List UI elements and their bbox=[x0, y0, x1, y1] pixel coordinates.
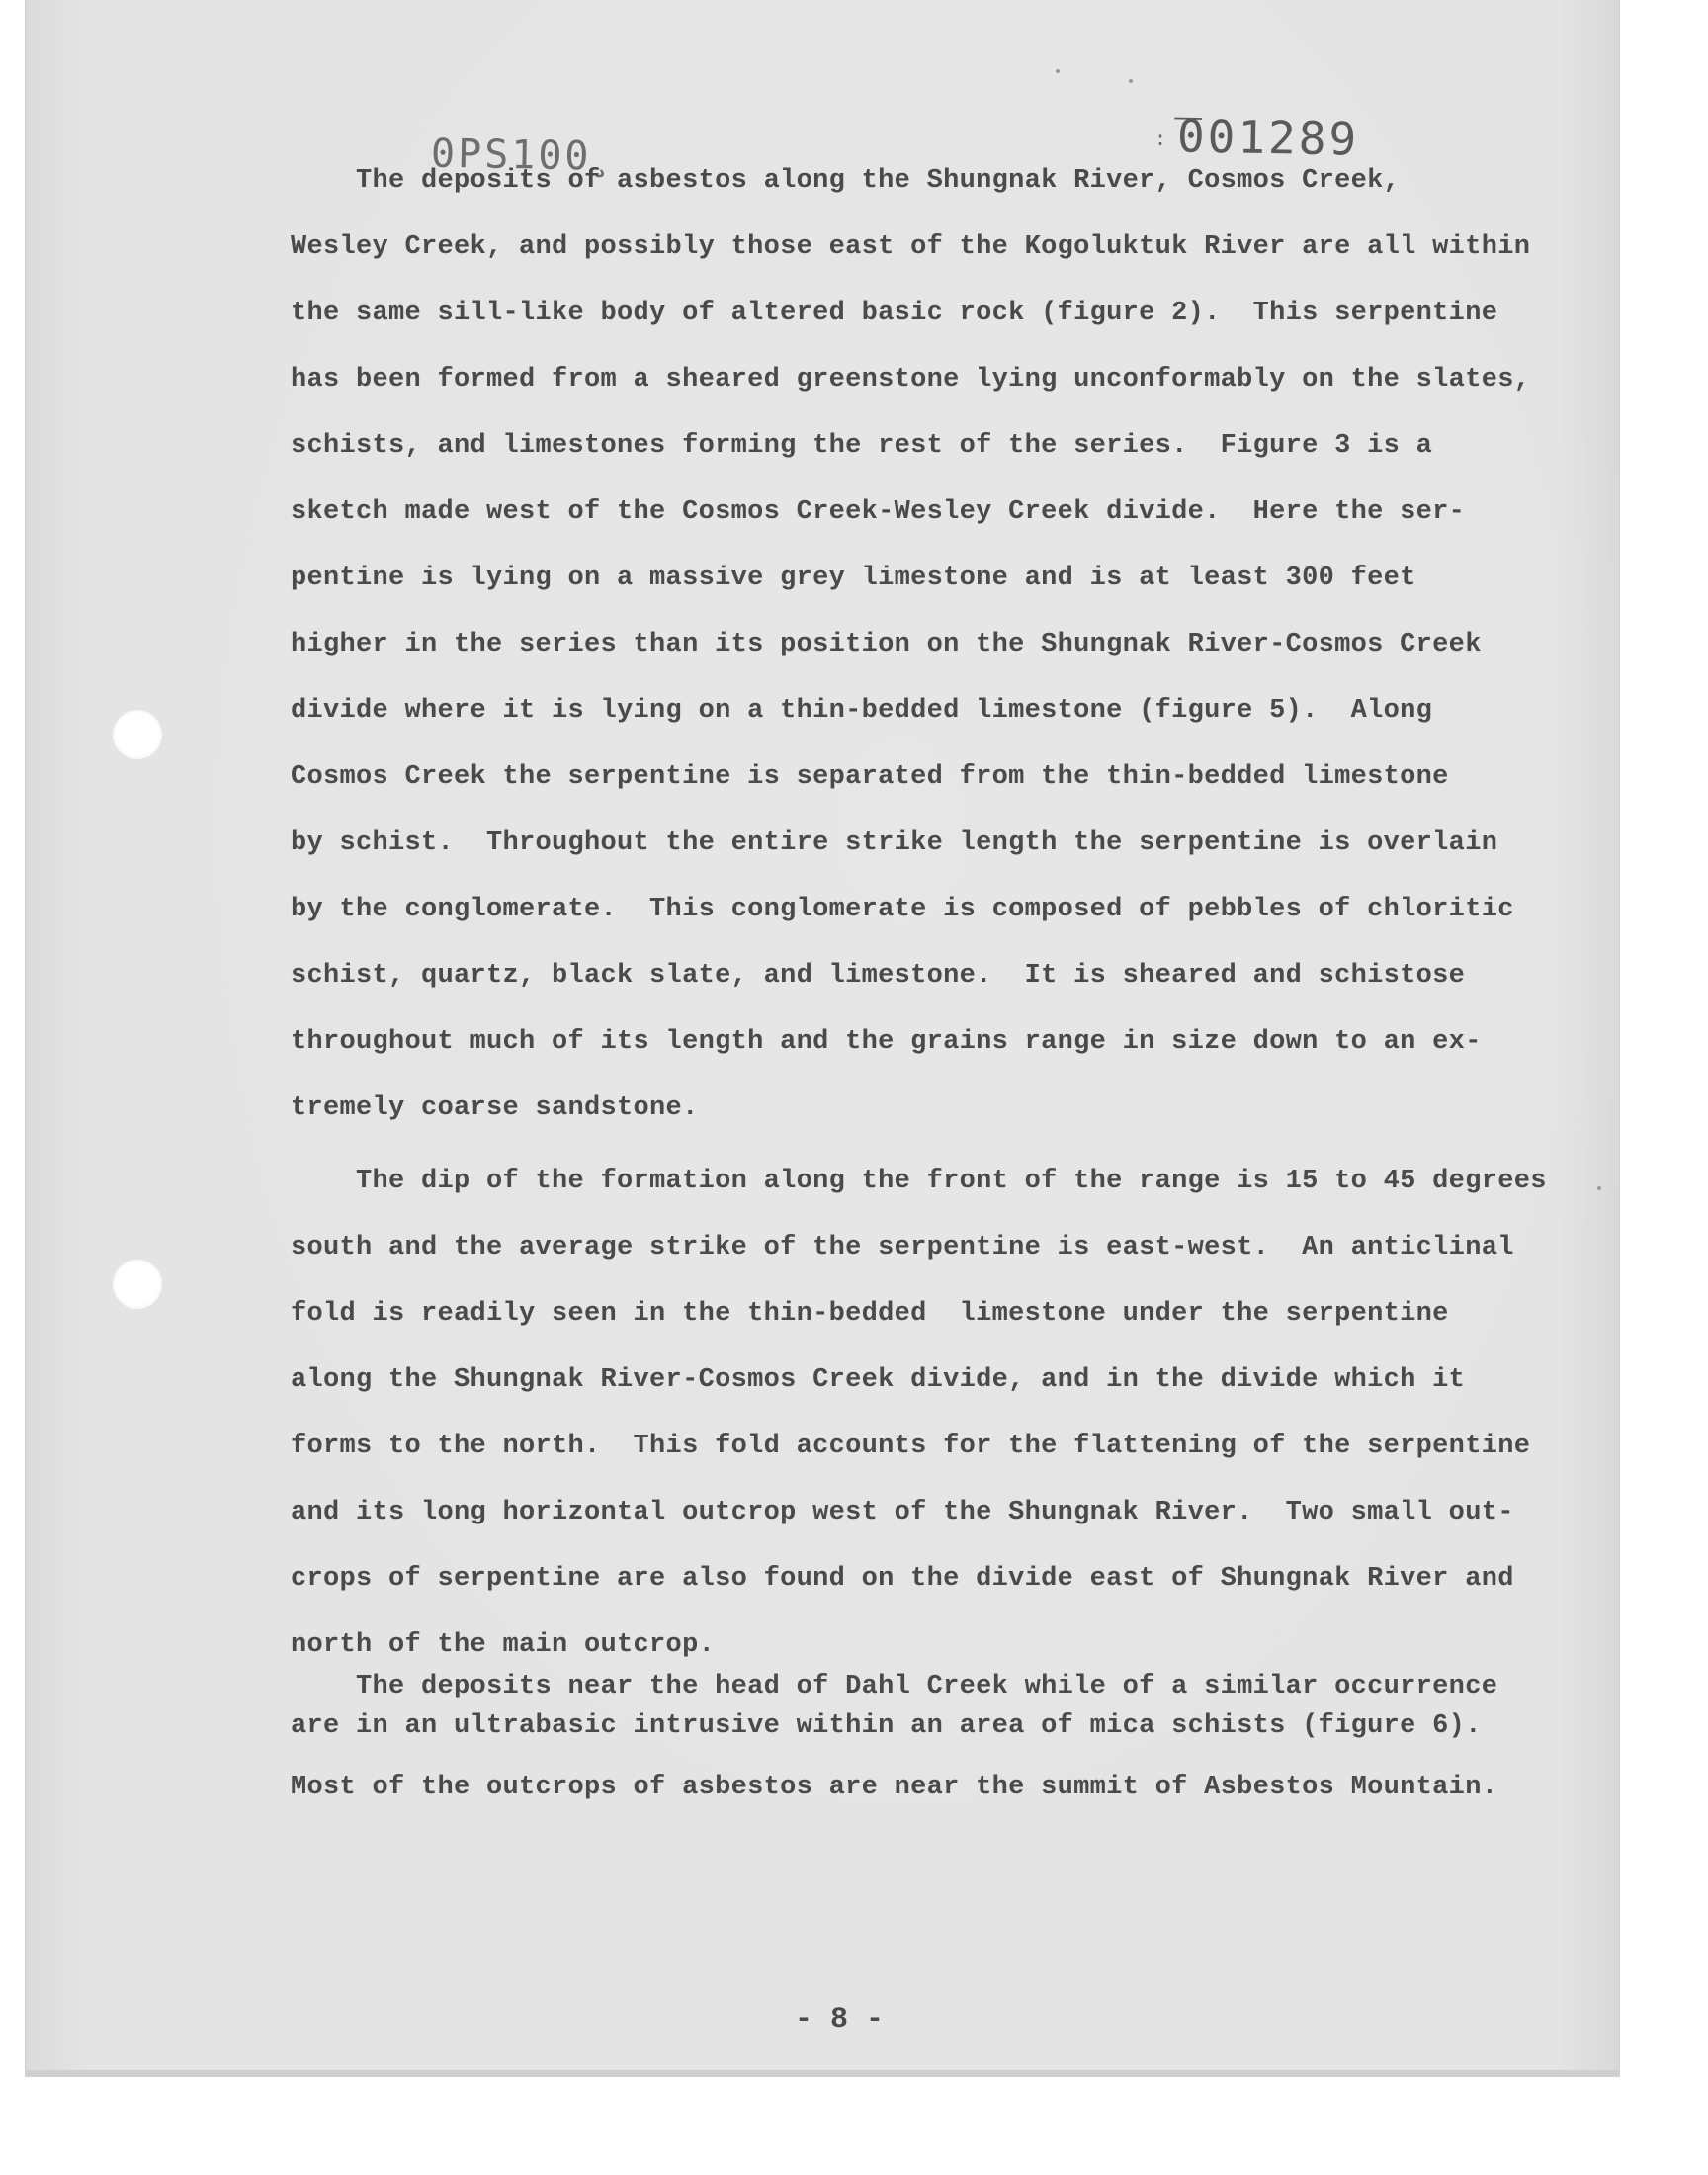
text-line: north of the main outcrop. bbox=[291, 1630, 716, 1660]
text-line: are in an ultrabasic intrusive within an area of mica schists (figure 6). bbox=[291, 1711, 1482, 1741]
text-line: The deposits of asbestos along the Shungnak River, Cosmos Creek, bbox=[291, 166, 1401, 196]
text-line: and its long horizontal outcrop west of the Shungnak River. Two small out- bbox=[291, 1498, 1514, 1527]
paragraph-3 bbox=[291, 1667, 1568, 1807]
archive-stamp-mark: : bbox=[1154, 127, 1167, 150]
text-line: tremely coarse sandstone. bbox=[291, 1093, 699, 1123]
archive-stamp-left: 0PS100̧ bbox=[430, 130, 592, 180]
paragraph-1 bbox=[291, 148, 1568, 1142]
punch-hole bbox=[113, 710, 162, 759]
paper-speck bbox=[1056, 69, 1060, 73]
paper-speck bbox=[1129, 79, 1133, 83]
document-page bbox=[26, 0, 1619, 2076]
text-line: along the Shungnak River-Cosmos Creek divide, and in the divide which it bbox=[291, 1365, 1466, 1395]
text-line: higher in the series than its position on the Shungnak River-Cosmos Creek bbox=[291, 630, 1482, 659]
text-line: pentine is lying on a massive grey limestone and is at least 300 feet bbox=[291, 564, 1416, 593]
archive-stamp-number: ̅001289 bbox=[1173, 109, 1360, 166]
text-line: crops of serpentine are also found on the divide east of Shungnak River and bbox=[291, 1564, 1514, 1594]
text-line: south and the average strike of the serpentine is east-west. An anticlinal bbox=[291, 1233, 1514, 1262]
text-line: schists, and limestones forming the rest of the series. Figure 3 is a bbox=[291, 431, 1433, 461]
text-line: The dip of the formation along the front of the range is 15 to 45 degrees bbox=[291, 1167, 1547, 1196]
punch-hole bbox=[113, 1260, 162, 1309]
text-line: The deposits near the head of Dahl Creek while of a similar occurrence bbox=[291, 1672, 1498, 1701]
paragraph-2 bbox=[291, 1149, 1568, 1679]
text-line: by the conglomerate. This conglomerate is composed of pebbles of chloritic bbox=[291, 895, 1514, 924]
page-number: - 8 - bbox=[795, 2003, 885, 2037]
paper-speck bbox=[1597, 1186, 1601, 1190]
text-line: has been formed from a sheared greenstone lying unconformably on the slates, bbox=[291, 365, 1531, 394]
text-line: forms to the north. This fold accounts for the flattening of the serpentine bbox=[291, 1432, 1531, 1461]
text-line: throughout much of its length and the grains range in size down to an ex- bbox=[291, 1027, 1482, 1057]
text-line: Wesley Creek, and possibly those east of the Kogoluktuk River are all within bbox=[291, 232, 1531, 262]
text-line: by schist. Throughout the entire strike length the serpentine is overlain bbox=[291, 828, 1498, 858]
text-line: schist, quartz, black slate, and limestone. It is sheared and schistose bbox=[291, 961, 1466, 991]
text-line: divide where it is lying on a thin-bedded limestone (figure 5). Along bbox=[291, 696, 1433, 726]
text-line: fold is readily seen in the thin-bedded limestone under the serpentine bbox=[291, 1299, 1449, 1329]
text-line: sketch made west of the Cosmos Creek-Wesley Creek divide. Here the ser- bbox=[291, 497, 1466, 527]
text-line: the same sill-like body of altered basic rock (figure 2). This serpentine bbox=[291, 299, 1498, 328]
text-line: Cosmos Creek the serpentine is separated from the thin-bedded limestone bbox=[291, 762, 1449, 792]
text-line: Most of the outcrops of asbestos are near the summit of Asbestos Mountain. bbox=[291, 1773, 1498, 1802]
